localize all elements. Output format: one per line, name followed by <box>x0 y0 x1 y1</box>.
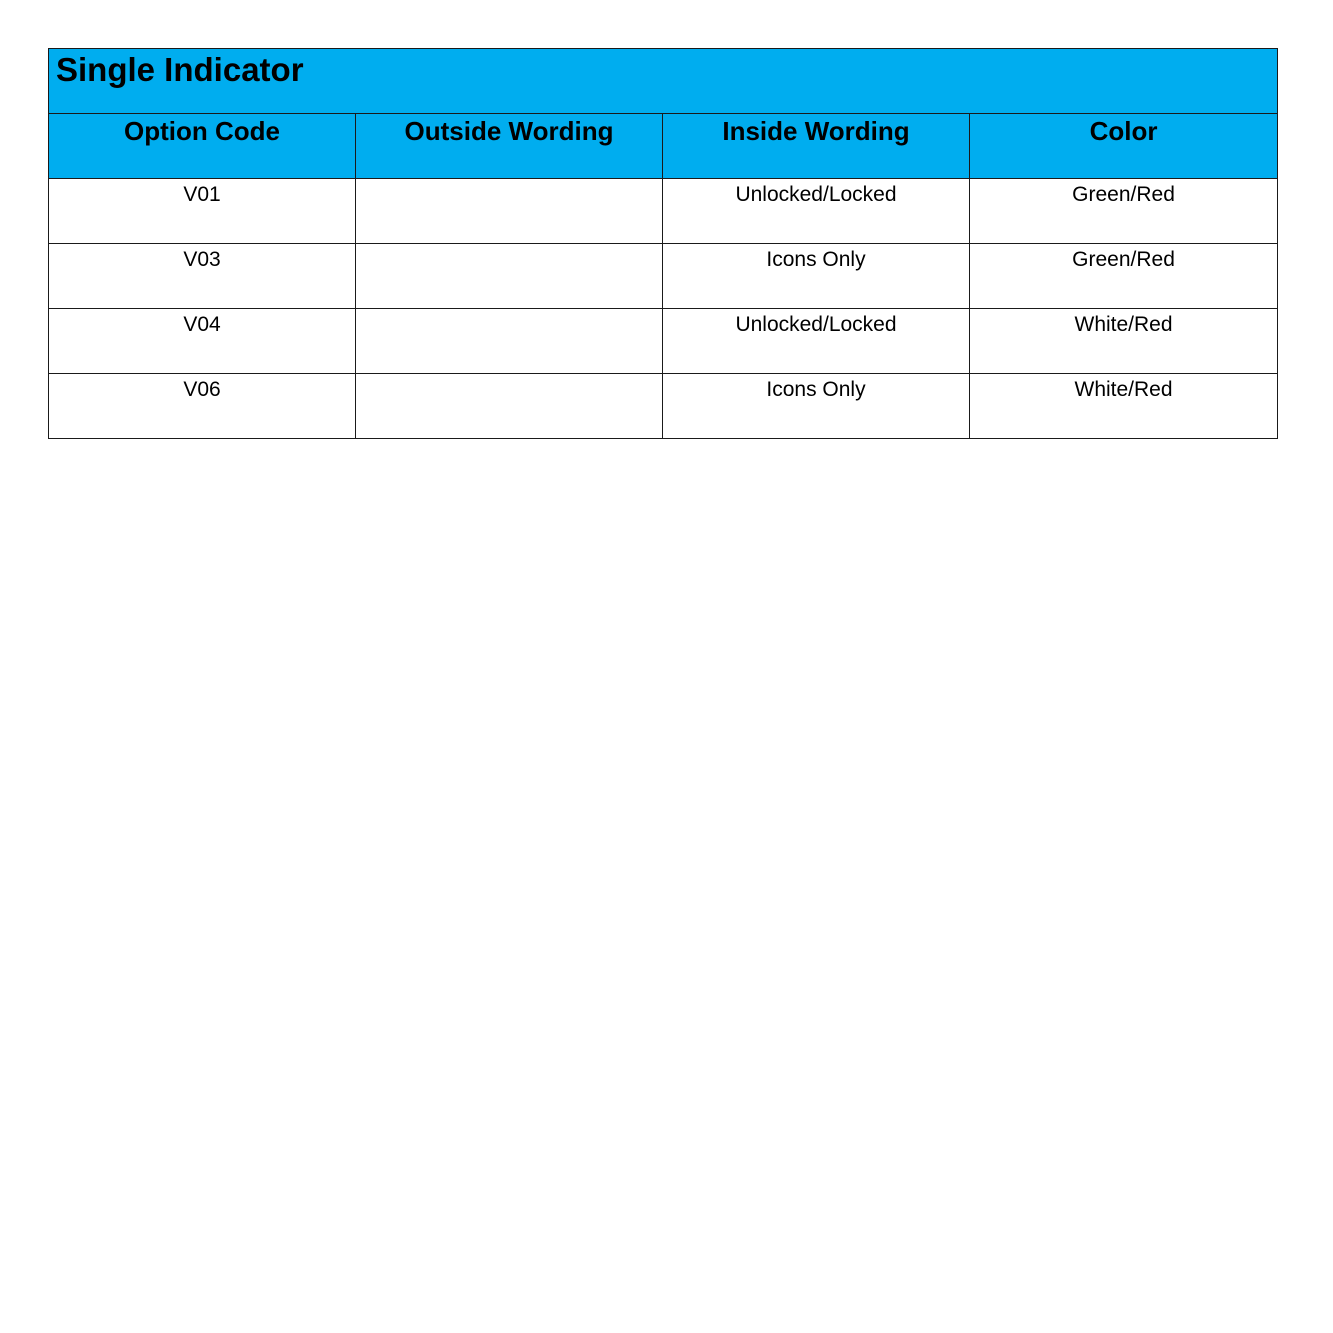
color-cell: White/Red <box>970 309 1278 374</box>
table-title-row <box>49 49 1278 114</box>
table-row <box>49 244 1278 309</box>
table-row <box>49 374 1278 439</box>
column-header-outside-wording: Outside Wording <box>356 114 663 179</box>
column-header-inside-wording: Inside Wording <box>663 114 970 179</box>
color-cell: White/Red <box>970 374 1278 439</box>
color-cell: Green/Red <box>970 244 1278 309</box>
option-code-cell: V03 <box>49 244 356 309</box>
table-row <box>49 179 1278 244</box>
inside-wording-cell: Icons Only <box>663 244 970 309</box>
table-header-row <box>49 114 1278 179</box>
column-header-color: Color <box>970 114 1278 179</box>
option-code-cell: V06 <box>49 374 356 439</box>
column-header-option-code: Option Code <box>49 114 356 179</box>
outside-wording-cell <box>356 179 663 244</box>
table-title: Single Indicator <box>49 49 1278 114</box>
inside-wording-cell: Unlocked/Locked <box>663 179 970 244</box>
outside-wording-cell <box>356 244 663 309</box>
outside-wording-cell <box>356 374 663 439</box>
option-code-cell: V01 <box>49 179 356 244</box>
table-row <box>49 309 1278 374</box>
inside-wording-cell: Icons Only <box>663 374 970 439</box>
outside-wording-cell <box>356 309 663 374</box>
color-cell: Green/Red <box>970 179 1278 244</box>
option-code-cell: V04 <box>49 309 356 374</box>
single-indicator-table <box>48 48 1278 439</box>
inside-wording-cell: Unlocked/Locked <box>663 309 970 374</box>
